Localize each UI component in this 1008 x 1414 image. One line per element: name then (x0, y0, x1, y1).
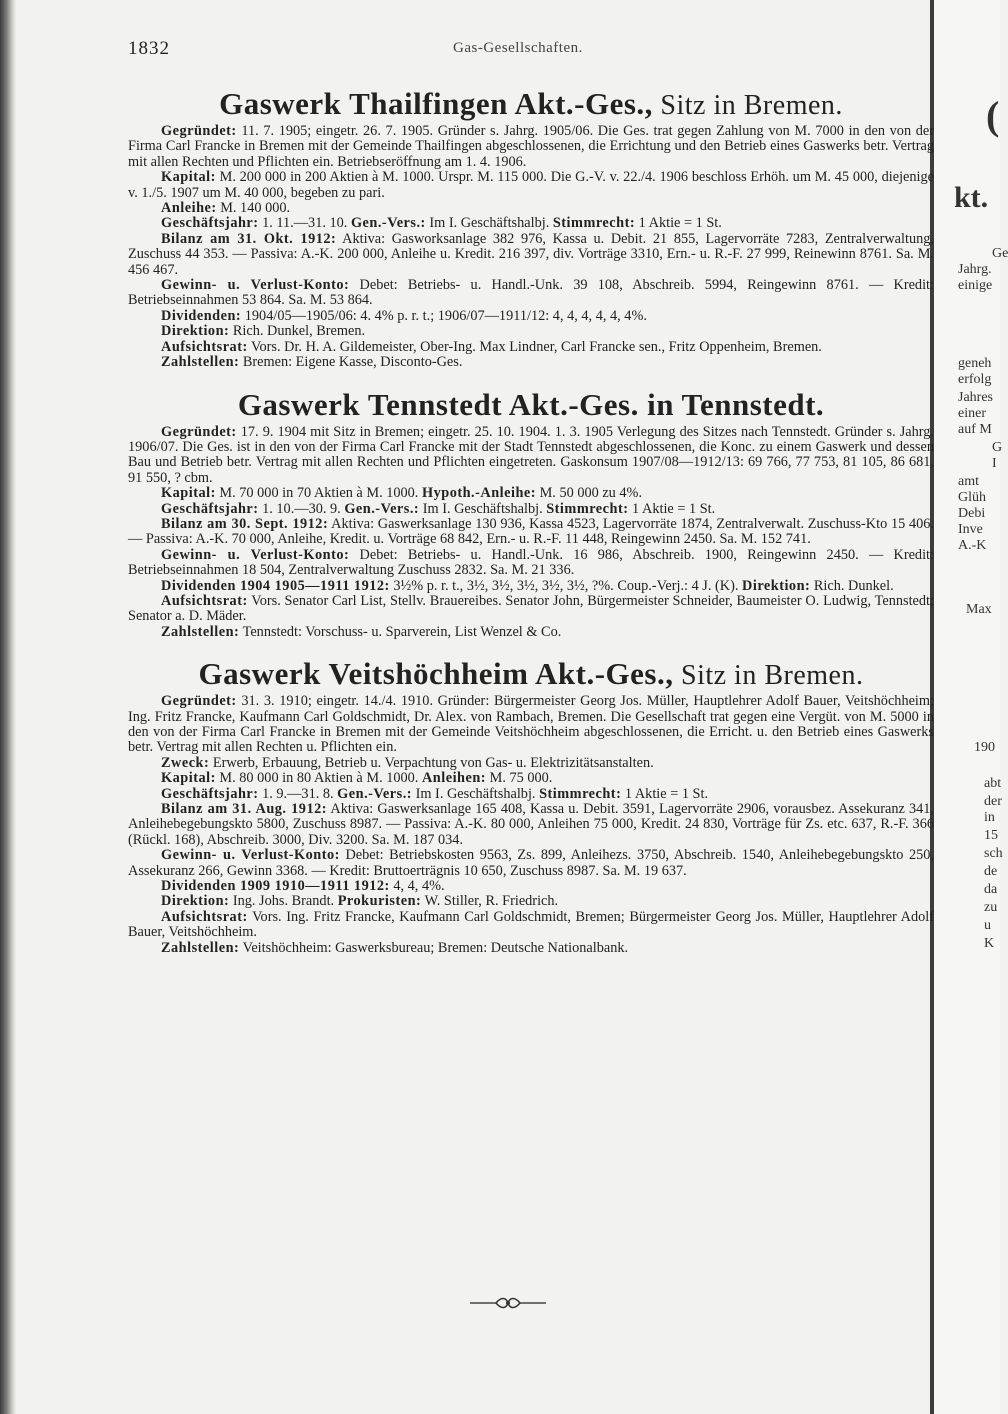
entry-paragraph: Dividenden 1904 1905—1911 1912: 3½% p. r. t., 3½, 3½, 3½, 3½, 3½, ?%. Coup.-Verj.: 4 J. (K). Direktion: Rich. Dunkel. (161, 577, 894, 594)
entry-paragraph: Geschäftsjahr: 1. 11.—31. 10. Gen.-Vers.: Im I. Geschäftshalbj. Stimmrecht: 1 Aktie = 1 St. (161, 215, 722, 232)
next-page-fragment: I (992, 456, 997, 471)
entry-paragraph: Gegründet: 17. 9. 1904 mit Sitz in Bremen; eingetr. 25. 10. 1904. 1. 3. 1905 Verlegung des Sitzes nach Tennstedt. Gründer s. Jahrg. 1906/07. Die Ges. ist in den von der Firma Carl Francke mit der Stadt Tennstedt abgeschlossenen, die Konc. zu einem Gaswerk und dessen Bau und Betrieb betr. Vertrag mit allen Rechten und Pflichten eingetreten. Gaskonsum 1907/08—1912/13: 69 766, 77 753, 81 105, 86 681, 91 550, ? cbm. (128, 423, 934, 486)
entry-paragraph: Anleihe: M. 140 000. (161, 200, 291, 217)
entry-paragraph: Bilanz am 31. Okt. 1912: Aktiva: Gasworksanlage 382 976, Kassa u. Debit. 21 855, Lagervorräte 7283, Zentralverwaltung, Zuschuss 44 353. — Passiva: A.-K. 200 000, Anleihe u. Kredit. 216 397, div. Vorträge 3310, Ern.- u. R.-F. 27 999, Reinewinn 8761. Sa. M. 456 467. (128, 230, 934, 278)
running-head: Gas-Gesellschaften. (453, 40, 583, 56)
next-page-fragment: zu (984, 900, 998, 915)
company-entry (128, 86, 934, 371)
entry-paragraph: Bilanz am 31. Aug. 1912: Aktiva: Gaswerksanlage 165 408, Kassa u. Debit. 3591, Lagervorräte 2906, vorausbez. Assekuranz 341, Anleihebegebungskto 5800, Zuschuss 8987. — Passiva: A.-K. 80 000, Anleihen 75 000, Kredit. 24 830, Vorträge für Zs. etc. 637, R.-F. 366 (Rückl. 168), Abschreib. 3000, Div. 3200. Sa. M. 187 034. (128, 801, 934, 848)
next-page-fragment: der (984, 794, 1002, 809)
next-page-fragment: Ge (992, 246, 1008, 261)
next-page-fragment: Glüh (958, 490, 986, 505)
next-page-fragment: da (984, 882, 998, 897)
entry-paragraph: Aufsichtsrat: Vors. Dr. H. A. Gildemeister, Ober-Ing. Max Lindner, Carl Francke sen., Fritz Oppenheim, Bremen. (161, 338, 822, 355)
next-page-fragment: K (984, 936, 995, 951)
entry-paragraph: Geschäftsjahr: 1. 9.—31. 8. Gen.-Vers.: Im I. Geschäftshalbj. Stimmrecht: 1 Aktie = 1 St. (161, 785, 709, 802)
next-page-fragment: in (984, 810, 995, 825)
next-page-fragment: Jahres (958, 390, 993, 405)
entry-paragraph: Aufsichtsrat: Vors. Senator Carl List, Stellv. Brauereibes. Senator John, Bürgermeister Schneider, Baumeister O. Ludwig, Tennstedt; Senator a. D. Mäder. (128, 592, 934, 625)
next-page-fragment: 190 (974, 740, 995, 755)
next-page-strip (934, 0, 1008, 1414)
entry-title: Gaswerk Thailfingen Akt.-Ges., Sitz in Bremen. (219, 86, 843, 121)
next-page-fragment: Max (966, 602, 992, 617)
next-page-fragment: sch (984, 846, 1003, 861)
next-page-fragment: Inve (958, 522, 983, 537)
entry-paragraph: Gewinn- u. Verlust-Konto: Debet: Betriebs- u. Handl.-Unk. 39 108, Abschreib. 5994, Reingewinn 8761. — Kredit: Betriebseinnahmen 53 864. Sa. M. 53 864. (128, 277, 934, 309)
next-page-fragment: kt. (954, 181, 989, 214)
next-page-fragment: 15 (984, 828, 998, 843)
next-page-fragment: einige (958, 278, 993, 293)
entry-title: Gaswerk Tennstedt Akt.-Ges. in Tennstedt. (237, 386, 825, 422)
page-header (128, 28, 934, 58)
entry-paragraph: Zahlstellen: Bremen: Eigene Kasse, Disconto-Ges. (161, 354, 463, 371)
entry-paragraph: Bilanz am 30. Sept. 1912: Aktiva: Gaswerksanlage 130 936, Kassa 4523, Lagervorräte 1874, Zentralverwalt. Zuschuss-Kto 15 406. — Passiva: A.-K. 70 000, Anleihe, Kredit. u. Vorträge 68 842, Ern.- u. R.-F. 11 448, Reingewinn 2450. Sa. M. 152 741. (128, 515, 934, 548)
next-page-fragment: einer (958, 406, 986, 421)
entry-paragraph: Geschäftsjahr: 1. 10.—30. 9. Gen.-Vers.: Im I. Geschäftshalbj. Stimmrecht: 1 Aktie = 1 St. (161, 500, 716, 517)
entry-title: Gaswerk Veitshöchheim Akt.-Ges., Sitz in Bremen. (198, 656, 864, 692)
entry-paragraph: Zahlstellen: Veitshöchheim: Gaswerksbureau; Bremen: Deutsche Nationalbank. (161, 939, 629, 956)
next-page-fragment: amt (958, 474, 979, 489)
entry-paragraph: Kapital: M. 200 000 in 200 Aktien à M. 1000. Urspr. M. 115 000. Die G.-V. v. 22./4. 1906 beschloss Erhöh. um M. 45 000, diejenige v. 1./5. 1907 um M. 40 000, begeben zu pari. (128, 169, 934, 201)
entry-paragraph: Direktion: Ing. Johs. Brandt. Prokuristen: W. Stiller, R. Friedrich. (161, 893, 559, 910)
book-gutter-shadow (0, 0, 16, 1414)
entry-paragraph: Dividenden: 1904/05—1905/06: 4. 4% p. r. t.; 1906/07—1911/12: 4, 4, 4, 4, 4, 4%. (161, 307, 647, 324)
next-page-fragment: Jahrg. (958, 262, 992, 277)
next-page-fragment-paren: ( (986, 93, 1000, 138)
entry-paragraph: Aufsichtsrat: Vors. Ing. Fritz Francke, Kaufmann Carl Goldschmidt, Bremen; Bürgermeister Georg Jos. Müller, Hauptlehrer Adolf Bauer, Veitshöchheim. (128, 908, 934, 941)
entry-paragraph: Zahlstellen: Tennstedt: Vorschuss- u. Sparverein, List Wenzel & Co. (161, 623, 562, 640)
next-page-fragment: Debi (958, 506, 986, 521)
entry-paragraph: Gegründet: 31. 3. 1910; eingetr. 14./4. 1910. Gründer: Bürgermeister Georg Jos. Müller, Hauptlehrer Adolf Bauer, Veitshöchheim; Ing. Fritz Francke, Kaufmann Carl Goldschmidt, Dr. Alex. von Rambach, Bremen. Die Gesellschaft trat gegen eine Vergüt. von M. 5000 in den von der Firma Carl Francke in Bremen mit der Gemeinde Veitshöchheim abgeschlossenen, die Erricht. u. den Betrieb eines Gaswerks betr. Vertrag mit allen Rechten u. Pflichten ein. (128, 693, 934, 756)
company-entry (128, 387, 934, 641)
next-page-fragment: u (984, 918, 991, 933)
entry-paragraph: Gegründet: 11. 7. 1905; eingetr. 26. 7. 1905. Gründer s. Jahrg. 1905/06. Die Ges. trat gegen Zahlung von M. 7000 in den von der Firma Carl Francke in Bremen mit der Gemeinde Thailfingen abgeschlossenen, die Errichtung und den Betrieb eines Gaswerks betr. Vertrag mit allen Rechten und Pflichten ein. Betriebseröffnung am 1. 4. 1906. (128, 123, 934, 170)
entry-paragraph: Kapital: M. 70 000 in 70 Aktien à M. 1000. Hypoth.-Anleihe: M. 50 000 zu 4%. (161, 485, 643, 502)
next-page-fragment: A.-K (958, 538, 987, 553)
next-page-fragment: auf M (958, 422, 992, 437)
next-page-fragment: erfolg (958, 372, 992, 387)
entry-paragraph: Gewinn- u. Verlust-Konto: Debet: Betriebs- u. Handl.-Unk. 16 986, Abschreib. 1900, Reingewinn 2450. — Kredit: Betriebseinnahmen 18 504, Zentralverwaltung Zuschuss 2832. Sa. M. 21 336. (128, 546, 934, 579)
next-page-fragment: geneh (958, 356, 992, 371)
next-page-fragment: de (984, 864, 998, 879)
company-entry (128, 656, 934, 956)
entry-paragraph: Direktion: Rich. Dunkel, Bremen. (161, 323, 366, 340)
next-page-fragment: G (992, 440, 1003, 455)
entry-paragraph: Dividenden 1909 1910—1911 1912: 4, 4, 4%. (161, 878, 445, 895)
entry-paragraph: Gewinn- u. Verlust-Konto: Debet: Betriebskosten 9563, Zs. 899, Anleihezs. 3750, Abschreib. 1540, Anleihebegebungskto 250, Assekuranz 266, Gewinn 3368. — Kredit: Bruttoerträgnis 10 650, Zuschuss 8987. Sa. M. 19 637. (128, 847, 934, 879)
book-page (128, 28, 934, 956)
entry-paragraph: Kapital: M. 80 000 in 80 Aktien à M. 1000. Anleihen: M. 75 000. (161, 770, 553, 787)
entry-paragraph: Zweck: Erwerb, Erbauung, Betrieb u. Verpachtung von Gas- u. Elektrizitätsanstalten. (161, 754, 654, 771)
end-ornament (468, 1295, 548, 1311)
next-page-fragment: abt (984, 776, 1002, 791)
page-number: 1832 (128, 38, 170, 59)
